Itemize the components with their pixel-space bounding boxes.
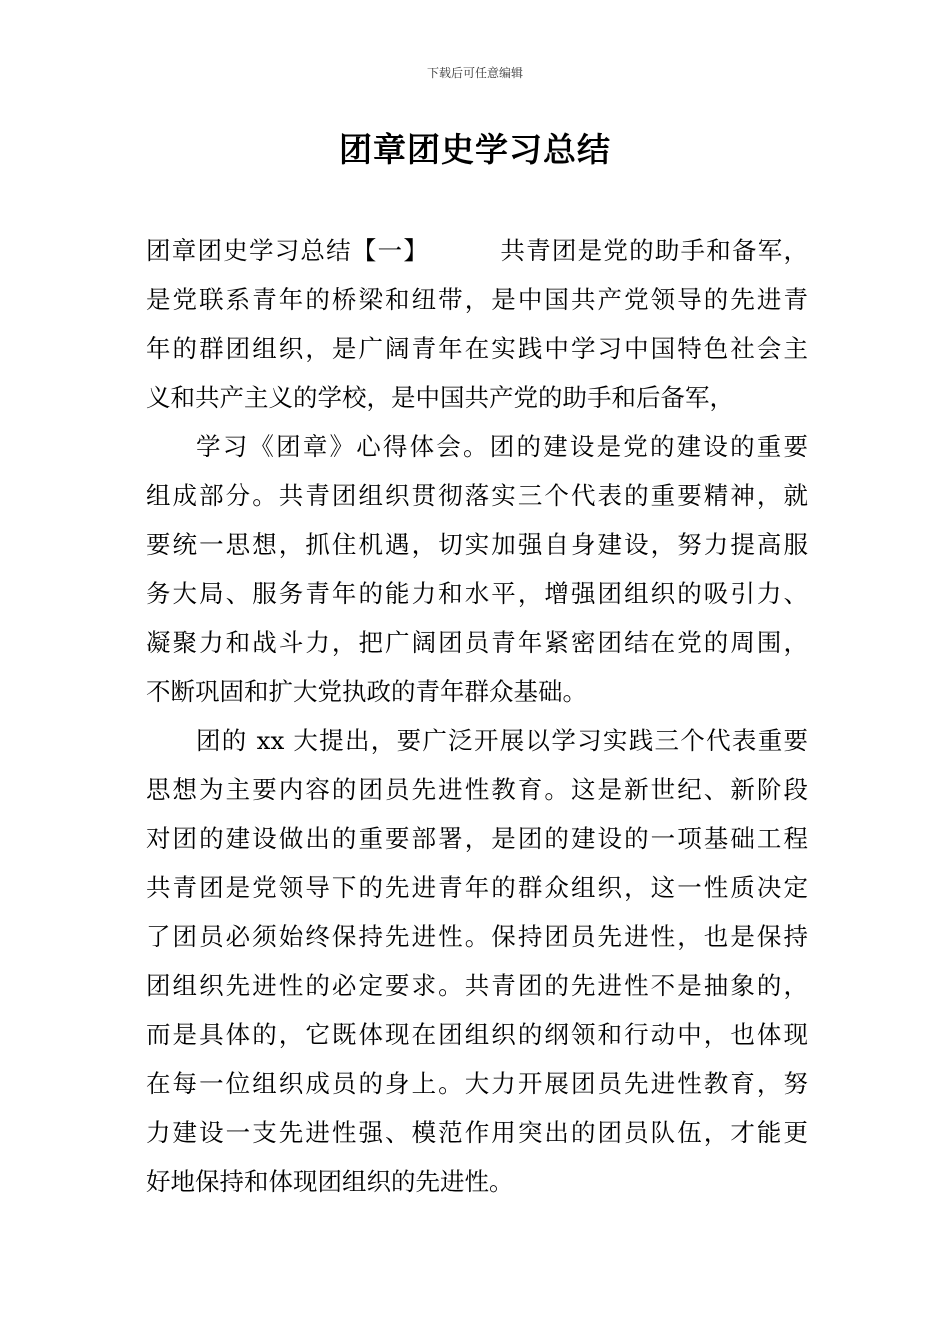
paragraph-line: 在每一位组织成员的身上。大力开展团员先进性教育，努: [146, 1069, 808, 1098]
paragraph-line: 年的群团组织，是广阔青年在实践中学习中国特色社会主: [146, 334, 808, 363]
paragraph-line: 不断巩固和扩大党执政的青年群众基础。: [146, 677, 587, 706]
paragraph-line: 义和共产主义的学校，是中国共产党的助手和后备军，: [146, 383, 734, 412]
paragraph-line: 力建设一支先进性强、模范作用突出的团员队伍，才能更: [146, 1118, 808, 1147]
paragraph-line: 学习《团章》心得体会。团的建设是党的建设的重要: [196, 432, 808, 461]
paragraph-line: 对团的建设做出的重要部署，是团的建设的一项基础工程: [146, 824, 808, 853]
paragraph-line: 要统一思想，抓住机遇，切实加强自身建设，努力提高服: [146, 530, 808, 559]
paragraph-3: [146, 716, 808, 1206]
document-body: [146, 226, 808, 1206]
paragraph-line: 组成部分。共青团组织贯彻落实三个代表的重要精神，就: [146, 481, 808, 510]
paragraph-line: 而是具体的，它既体现在团组织的纲领和行动中，也体现: [146, 1020, 808, 1049]
paragraph-2: [146, 422, 808, 716]
paragraph-line: 思想为主要内容的团员先进性教育。这是新世纪、新阶段: [146, 775, 808, 804]
paragraph-line: 务大局、服务青年的能力和水平，增强团组织的吸引力、: [146, 579, 808, 608]
paragraph-line: 团组织先进性的必定要求。共青团的先进性不是抽象的，: [146, 971, 808, 1000]
paragraph-1: [146, 226, 808, 422]
paragraph-line: 团的 xx 大提出，要广泛开展以学习实践三个代表重要: [196, 726, 808, 755]
header-note: 下载后可任意编辑: [426, 66, 523, 80]
paragraph-line: 共青团是党领导下的先进青年的群众组织，这一性质决定: [146, 873, 808, 902]
section-heading: 团章团史学习总结【一】: [146, 236, 430, 265]
paragraph-line: 是党联系青年的桥梁和纽带，是中国共产党领导的先进青: [146, 285, 808, 314]
paragraph-line-text: 共青团是党的助手和备军，: [499, 236, 809, 265]
paragraph-line: 好地保持和体现团组织的先进性。: [146, 1167, 514, 1196]
paragraph-line: [146, 226, 808, 275]
paragraph-line: 凝聚力和战斗力，把广阔团员青年紧密团结在党的周围，: [146, 628, 808, 657]
paragraph-line: 了团员必须始终保持先进性。保持团员先进性，也是保持: [146, 922, 808, 951]
document-title: 团章团史学习总结: [339, 130, 611, 169]
